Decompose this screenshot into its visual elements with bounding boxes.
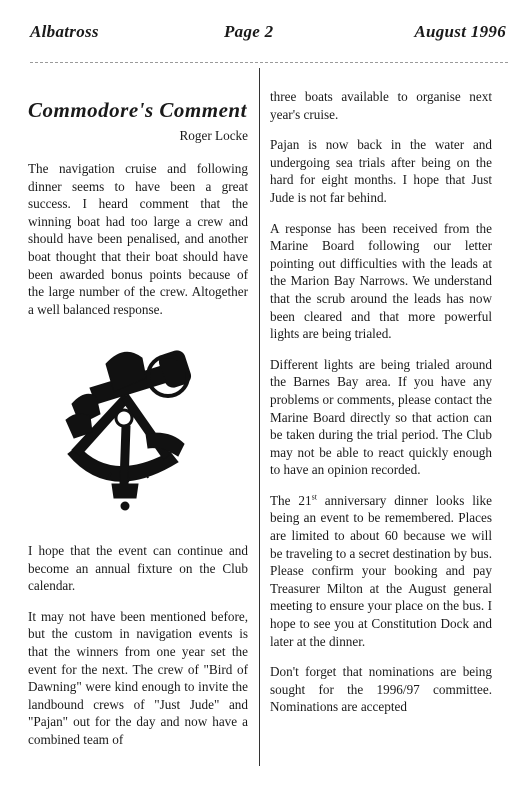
page-number: Page 2 (224, 22, 274, 41)
column-divider (259, 68, 260, 766)
article-title: Commodore's Comment (28, 98, 247, 122)
paragraph: Different lights are being trialed around the Barnes Bay area. If you have any problems or comments, please contact the Marine Board directly so that action can be taken during the trial period. The Club may not be able to react quickly enough to have an opinion recorded. (270, 356, 492, 478)
ordinal-suffix: st (311, 492, 317, 502)
dinner-text-rest: anniversary dinner looks like being an event to be remembered. Places are limited to about 60 because we will be traveling to a secret destination by bus. Please confirm your booking and pay Treasurer Milton at the August general meeting to ensure your place on the bus. I hope to see you at Constitution Dock and later at the dinner. (270, 492, 492, 649)
dinner-text-start: The 21 (270, 492, 312, 508)
paragraph: The navigation cruise and following dinner seems to have been a great success. I heard comment that the winning boat had too large a crew and should have been penalised, and another boat thought that their boat should have been awarded bonus points because of the large number of the crew. Altogether a well balanced response. (28, 161, 248, 317)
article-author: Roger Locke (179, 128, 248, 143)
sextant-icon (50, 334, 210, 516)
dinner-paragraph (270, 492, 492, 650)
header-rule (30, 62, 508, 63)
newsletter-name: Albatross (30, 22, 99, 41)
paragraph: Pajan is now back in the water and undergoing sea trials after being on the hard for eight months. I hope that Just Jude is not far behind. (270, 137, 492, 205)
paragraph: I hope that the event can continue and become an annual fixture on the Club calendar. (28, 543, 248, 594)
left-column-bottom (28, 542, 248, 762)
issue-date: August 1996 (414, 22, 506, 41)
paragraph: Don't forget that nominations are being sought for the 1996/97 committee. Nominations are accepted (270, 664, 492, 715)
left-column-top (28, 160, 248, 331)
paragraph: A response has been received from the Marine Board following our letter pointing out difficulties with the leads at the Marion Bay Narrows. We understand that the scrub around the leads has now been cleared and that more powerful lights are being trialed. (270, 220, 492, 342)
right-column (270, 88, 492, 729)
paragraph: It may not have been mentioned before, but the custom in navigation events is that the winners from one year set the event for the next. The crew of "Bird of Dawning" were kind enough to invite the landbound crews of "Just Jude" and "Pajan" out for the day and now have a combined team of (28, 608, 248, 747)
paragraph: three boats available to organise next year's cruise. (270, 89, 492, 122)
page-header (30, 22, 506, 52)
